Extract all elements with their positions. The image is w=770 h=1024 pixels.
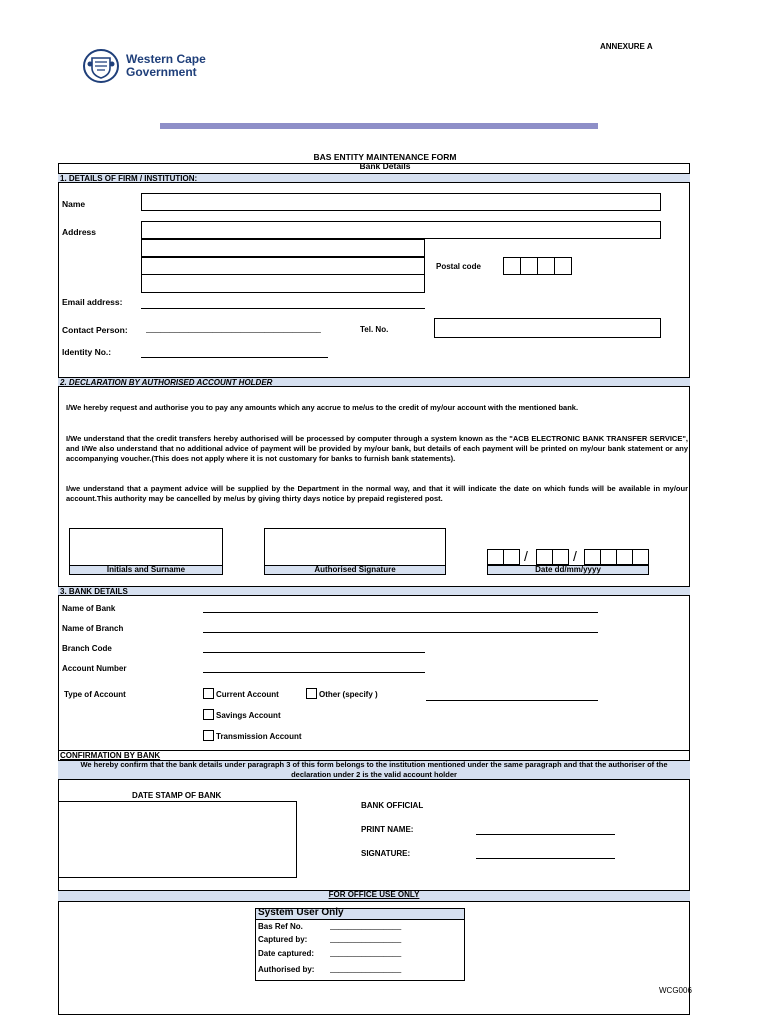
postal-code-digit-4[interactable] [554, 257, 572, 275]
authorised-signature-box[interactable] [264, 528, 446, 566]
date-separator-1: / [524, 548, 528, 564]
identity-label: Identity No.: [62, 347, 112, 357]
name-label: Name [62, 199, 86, 209]
confirmation-heading [58, 750, 690, 760]
form-title: BAS ENTITY MAINTENANCE FORM [313, 152, 457, 162]
date-cell-m1[interactable] [536, 549, 553, 565]
contact-input-line[interactable]: _____________________________________ [146, 323, 321, 333]
office-heading: FOR OFFICE USE ONLY [328, 890, 420, 899]
date-cell-y4[interactable] [632, 549, 649, 565]
declaration-para2: I/We understand that the credit transfers hereby authorised will be processed by computer through a system known as the "ACB ELECTRONIC BANK TRANSFER SERVICE", and I/We also understand that no additional advice of payment will be provided by my/our bank, but details of each payment will be printed on my/our bank statement or any accompanying voucher.(This does not apply where it is not customary for banks to furnish bank statements). [66, 434, 688, 463]
other-account-checkbox[interactable] [306, 688, 317, 699]
confirmation-heading-text: CONFIRMATION BY BANK [60, 751, 161, 760]
postal-code-digit-1[interactable] [503, 257, 521, 275]
transmission-account-checkbox[interactable] [203, 730, 214, 741]
bas-ref-label: Bas Ref No. [258, 922, 303, 931]
section2-heading: 2. DECLARATION BY AUTHORISED ACCOUNT HOLDER [58, 377, 690, 387]
authorised-signature-label: Authorised Signature [314, 565, 396, 574]
current-account-checkbox[interactable] [203, 688, 214, 699]
address-line1-input[interactable] [141, 221, 661, 239]
address-label: Address [62, 227, 97, 237]
bank-name-input-line[interactable] [203, 612, 598, 613]
address-line2-input[interactable] [141, 239, 425, 257]
section1-heading: 1. DETAILS OF FIRM / INSTITUTION: [58, 173, 690, 183]
logo [82, 48, 222, 84]
savings-account-label: Savings Account [216, 711, 281, 720]
branch-code-input-line[interactable] [203, 652, 425, 653]
savings-account-checkbox[interactable] [203, 709, 214, 720]
date-cell-y2[interactable] [600, 549, 617, 565]
date-stamp-box[interactable] [58, 801, 297, 878]
email-input-line[interactable] [141, 308, 425, 309]
address-line4-input[interactable] [141, 275, 425, 293]
logo-line1: Western Cape [126, 52, 206, 66]
form-subtitle: Bank Details [359, 161, 411, 171]
initials-surname-box[interactable] [69, 528, 223, 566]
date-cell-m2[interactable] [552, 549, 569, 565]
date-cell-d1[interactable] [487, 549, 504, 565]
declaration-para3: I/we understand that a payment advice will be supplied by the Department in the normal way, and that it will indicate the date on which funds will be available in my/our account.This authority may be cancelled by me/us by giving thirty days notice by prepaid registered post. [66, 484, 688, 503]
print-name-input-line[interactable] [476, 834, 615, 835]
print-name-label: PRINT NAME: [361, 825, 414, 834]
coat-of-arms-icon [82, 48, 120, 84]
contact-label: Contact Person: [62, 325, 128, 335]
date-stamp-label: DATE STAMP OF BANK [132, 791, 222, 800]
date-cell-y3[interactable] [616, 549, 633, 565]
branch-name-input-line[interactable] [203, 632, 598, 633]
tel-label: Tel. No. [360, 325, 389, 334]
postal-code-digit-3[interactable] [537, 257, 555, 275]
date-cell-d2[interactable] [503, 549, 520, 565]
email-label: Email address: [62, 297, 123, 307]
captured-by-label: Captured by: [258, 935, 308, 944]
authorised-by-blank[interactable]: ________________ [330, 964, 402, 973]
transmission-account-label: Transmission Account [216, 732, 302, 741]
date-captured-blank[interactable]: ________________ [330, 948, 402, 957]
bank-official-label: BANK OFFICIAL [361, 801, 424, 810]
bank-signature-label: SIGNATURE: [361, 849, 411, 858]
bas-ref-blank[interactable]: ________________ [330, 921, 402, 930]
branch-name-label: Name of Branch [62, 624, 124, 633]
authorised-by-label: Authorised by: [258, 965, 315, 974]
section3-heading: 3. BANK DETAILS [58, 586, 690, 596]
branch-code-label: Branch Code [62, 644, 112, 653]
address-line3-input[interactable] [141, 257, 425, 275]
postal-code-digit-2[interactable] [520, 257, 538, 275]
account-number-input-line[interactable] [203, 672, 425, 673]
account-number-label: Account Number [62, 664, 127, 673]
header-accent-bar [160, 123, 598, 129]
captured-by-blank[interactable]: ________________ [330, 934, 402, 943]
date-label: Date dd/mm/yyyy [535, 565, 601, 574]
postal-code-label: Postal code [436, 262, 481, 271]
current-account-label: Current Account [216, 690, 279, 699]
date-cell-y1[interactable] [584, 549, 601, 565]
system-user-title: System User Only [258, 907, 344, 918]
logo-line2: Government [126, 65, 197, 79]
initials-surname-label: Initials and Surname [106, 565, 186, 574]
date-captured-label: Date captured: [258, 949, 315, 958]
bank-name-label: Name of Bank [62, 604, 116, 613]
account-type-label: Type of Account [64, 690, 126, 699]
date-separator-2: / [573, 548, 577, 564]
declaration-para1: I/We hereby request and authorise you to pay any amounts which any accrue to me/us to the credit of my/our account with the mentioned bank. [66, 403, 579, 412]
other-specify-input-line[interactable] [426, 700, 598, 701]
tel-input[interactable] [434, 318, 661, 338]
identity-input-line[interactable] [141, 357, 328, 358]
other-account-label: Other (specify ) [319, 690, 378, 699]
annexure-label: ANNEXURE A [600, 42, 653, 51]
bank-signature-input-line[interactable] [476, 858, 615, 859]
name-input[interactable] [141, 193, 661, 211]
confirmation-text: We hereby confirm that the bank details under paragraph 3 of this form belongs to the institution mentioned under the same paragraph and that the authoriser of the declaration under 2 is the valid account holder [80, 760, 668, 779]
form-code: WCG006 [659, 986, 692, 995]
